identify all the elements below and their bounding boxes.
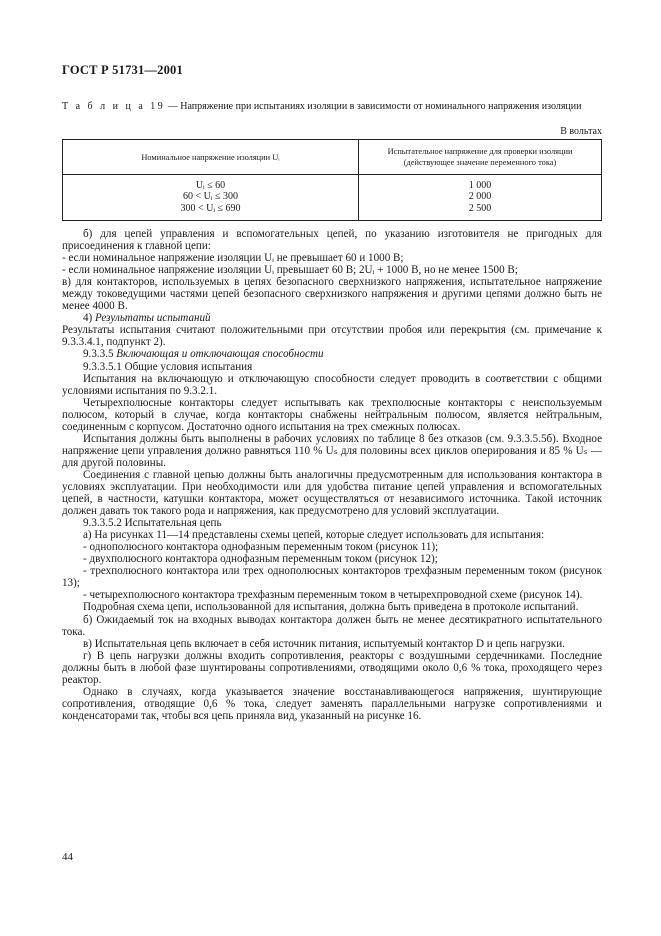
paragraph: Соединения с главной цепью должны быть аналогичны предусмотренным для использования контактора в условиях эксплуатации. При необходимости или для удобства питание цепей управления и вспомогательных цепей, в частности, катушки контактора, может осуществляться от независимого источника. Такой источник должен давать ток такого рода и напряжения, как предусмотрено для условий эксплуатации. [62,468,602,518]
paragraph: Испытания должны быть выполнены в рабочих условиях по таблице 8 без отказов (см. 9.3.3.5.5б). Входное напряжение цепи управления должно равняться 110 % Uₛ для половины всех циклов оперирования и 85 % Uₛ — для другой половины. [62,432,602,469]
list-item: - однополюсного контактора однофазным переменным током (рисунок 11); [83,541,439,554]
paragraph: - если номинальное напряжение изоляции Uᵢ не превышает 60 и 1000 В; [62,252,404,265]
paragraph: в) Испытательная цепь включает в себя источник питания, испытуемый контактор D и цепь нагрузки. [83,637,565,650]
test-voltage-cell [359,175,602,221]
table-caption-text: — Напряжение при испытаниях изоляции в зависимости от номинального напряжения изоляции [165,101,582,112]
nominal-voltage-range: 60 < Uᵢ ≤ 300 [183,191,238,203]
section-heading-switching [62,348,602,360]
list-item: - двухполюсного контактора однофазным переменным током (рисунок 12); [83,553,438,566]
test-voltage-value: 2 500 [468,202,492,214]
paragraph: Однако в случаях, когда указывается значение восстанавливающегося напряжения, шунтирующие сопротивления, отводящие 0,6 % тока, следует заменять параллельными нагрузке сопротивлениями и конденсаторами так, чтобы вся цепь приняла вид, указанный на рисунке 16. [62,685,602,722]
paragraph: а) На рисунках 11—14 представлены схемы цепей, которые следует использовать для испытания: [83,529,545,542]
paragraph: б) Ожидаемый ток на входных выводах контактора должен быть не менее десятикратного испытательного тока. [62,613,602,638]
paragraph: г) В цепь нагрузки должны входить сопротивления, реакторы с воздушными сердечниками. Последние должны быть в любой фазе шунтированы сопротивлениями, отводящими около 0,6 % тока, проходящего через реактор. [62,649,602,686]
nominal-voltage-cell [63,175,359,221]
nominal-voltage-range: Uᵢ ≤ 60 [195,180,226,192]
section-number: 9.3.3.5 [83,348,117,361]
section-title: Включающая и отключающая способности [116,348,324,361]
insulation-voltage-table [62,139,602,221]
nominal-voltage-range: 300 < Uᵢ ≤ 690 [180,202,241,214]
test-voltage-value: 1 000 [468,180,492,192]
paragraph: б) для цепей управления и вспомогательных цепей, по указанию изготовителя не пригодных для присоединения к главной цепи: [62,228,602,253]
paragraph: Испытания на включающую и отключающую способности следует проводить в соответствии с общими условиями испытания по 9.3.2.1. [62,372,602,397]
paragraph: Подробная схема цепи, использованной для испытания, должна быть приведена в протоколе испытаний. [83,601,579,614]
subsection-heading: 9.3.3.5.1 Общие условия испытания [83,360,253,373]
col-header-test-voltage [359,140,602,175]
col-header-test-voltage-line2: (действующее значение переменного тока) [403,158,557,167]
table-header-row [63,140,602,175]
table-units: В вольтах [560,126,602,137]
document-header: ГОСТ Р 51731—2001 [62,63,183,77]
list-item: - четырехполюсного контактора трехфазным переменным током в четырехпроводной схеме (рисунок 14). [83,589,583,602]
col-header-nominal-voltage: Номинальное напряжение изоляции Uᵢ [63,140,359,175]
paragraph: - если номинальное напряжение изоляции Uᵢ превышает 60 В; 2Uᵢ + 1000 В, но не менее 1500 В; [62,264,518,277]
subsection-heading: 9.3.3.5.2 Испытательная цепь [83,517,222,530]
list-item: - трехполюсного контактора или трех однополюсных контакторов трехфазным переменным током (рисунок 13); [62,565,602,590]
section-heading-results [62,312,602,324]
paragraph: Результаты испытания считают положительными при отсутствии пробоя или перекрытия (см. примечание к 9.3.3.4.1, подпункт 2). [62,324,602,349]
paragraph: Четырехполюсные контакторы следует испытывать как трехполюсные контакторы с неиспользуемым полюсом, который в случае, когда контакторы снабжены нейтральным полюсом, является нейтральным, соединенным с корпусом. Достаточно одного испытания на трех смежных полюсах. [62,396,602,433]
table-caption [62,101,602,113]
test-voltage-value: 2 000 [468,191,492,203]
paragraph: в) для контакторов, используемых в цепях безопасного сверхнизкого напряжения, испытательное напряжение между токоведущими частями цепей безопасного сверхнизкого напряжения и другими цепями должно быть не менее 4000 В. [62,276,602,313]
section-number: 4) [83,312,96,325]
section-title: Результаты испытаний [95,312,211,325]
col-header-test-voltage-line1: Испытательное напряжение для проверки изоляции [387,147,573,156]
table-row [63,175,602,221]
table-caption-prefix: Т а б л и ц а 19 [62,101,166,112]
body-text [62,228,602,722]
page-number: 44 [62,851,73,863]
